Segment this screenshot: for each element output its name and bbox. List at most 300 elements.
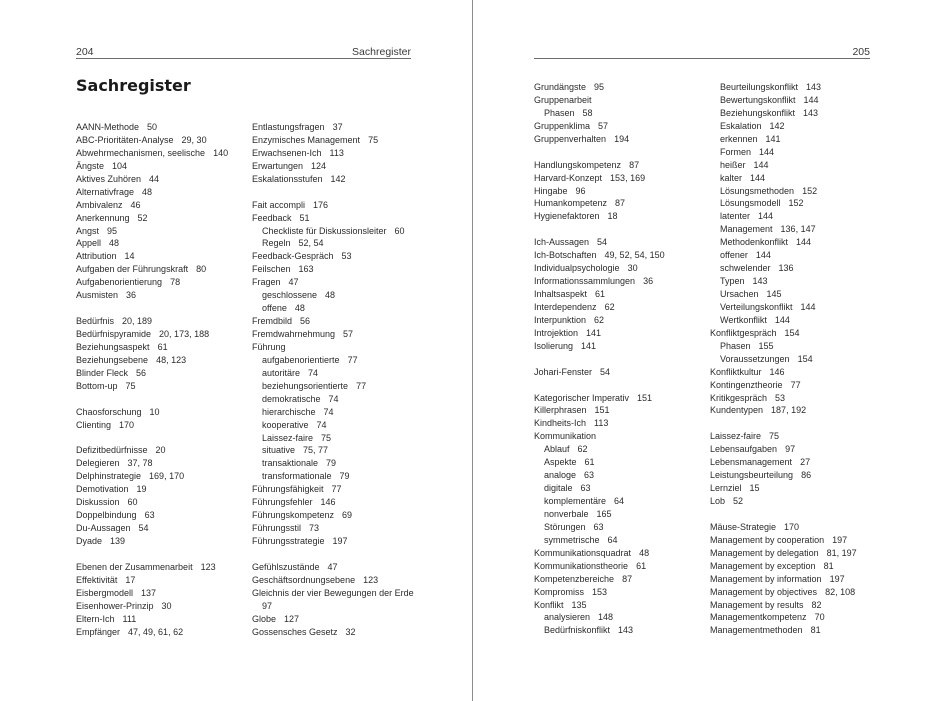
index-page-numbers: 60	[394, 225, 405, 236]
index-page-numbers: 37, 78	[127, 458, 153, 469]
index-page-numbers: 127	[284, 613, 300, 624]
index-term: Aktives Zuhören	[76, 173, 142, 184]
running-head: Sachregister	[352, 46, 411, 58]
page-title: Sachregister	[76, 76, 191, 95]
index-entry	[252, 535, 414, 548]
index-entry	[76, 483, 228, 496]
index-term: Individualpsychologie	[534, 263, 620, 274]
index-term: Diskussion	[76, 497, 120, 508]
index-term: Phasen	[720, 340, 751, 351]
index-entry	[710, 430, 857, 443]
index-subentry	[252, 289, 414, 302]
index-term: Lösungsmethoden	[720, 185, 795, 196]
index-term: offener	[720, 250, 748, 261]
index-page-numbers: 141	[765, 133, 781, 144]
index-page-numbers: 154	[784, 327, 800, 338]
index-entry	[534, 94, 665, 107]
index-term: Management by objectives	[710, 586, 818, 597]
index-page-numbers: 46	[130, 199, 141, 210]
index-page-numbers: 144	[796, 237, 812, 248]
index-term: Lob	[710, 496, 726, 506]
index-entry	[76, 263, 228, 276]
index-term: Management	[720, 224, 773, 235]
index-spacer	[76, 548, 228, 561]
index-subentry	[710, 185, 857, 198]
index-term: Checkliste für Diskussionsleiter	[262, 225, 387, 236]
index-entry	[76, 341, 228, 354]
index-term: Empfänger	[76, 626, 121, 637]
index-entry	[710, 611, 857, 624]
index-page-numbers: 20	[155, 445, 166, 456]
index-page-numbers: 146	[769, 366, 785, 377]
index-term: Delegieren	[76, 458, 120, 469]
index-subentry	[710, 353, 857, 366]
index-term: Erwachsenen-Ich	[252, 147, 322, 158]
index-spacer	[710, 417, 857, 430]
index-page-numbers: 135	[571, 599, 587, 610]
index-entry	[76, 328, 228, 341]
index-entry	[252, 147, 414, 160]
index-page-numbers: 62	[594, 314, 605, 325]
index-entry	[534, 172, 665, 185]
index-entry	[534, 133, 665, 146]
index-term: Aspekte	[544, 457, 577, 468]
index-entry	[76, 496, 228, 509]
index-term: Kundentypen	[710, 405, 764, 416]
index-page-numbers: 151	[637, 392, 653, 403]
index-entry	[710, 534, 857, 547]
index-subentry	[252, 225, 414, 238]
index-page-numbers: 139	[110, 536, 126, 546]
index-entry	[76, 470, 228, 483]
index-term: Kompromiss	[534, 586, 585, 597]
index-term: Lebensmanagement	[710, 457, 793, 468]
index-entry	[534, 159, 665, 172]
index-term: Ängste	[76, 160, 105, 171]
index-term: aufgabenorientierte	[262, 354, 340, 365]
index-page-numbers: 145	[766, 289, 782, 299]
index-page-numbers: 95	[594, 82, 605, 92]
index-subentry	[252, 237, 414, 250]
index-term: Abwehrmechanismen, seelische	[76, 147, 206, 158]
right-page-number: 205	[852, 46, 870, 58]
index-subentry	[534, 534, 665, 547]
index-subentry	[710, 275, 857, 288]
index-page-numbers: 19	[136, 484, 147, 495]
index-page-numbers: 82	[811, 599, 822, 610]
index-entry	[534, 314, 665, 327]
index-page-numbers: 144	[800, 301, 816, 312]
index-entry	[76, 587, 228, 600]
index-entry	[252, 587, 414, 600]
index-spacer	[534, 353, 665, 366]
index-term: schwelender	[720, 263, 771, 274]
index-entry	[76, 160, 228, 173]
index-entry	[252, 134, 414, 147]
index-term: Gruppenverhalten	[534, 133, 607, 144]
index-term: Bottom-up	[76, 380, 118, 391]
index-page-numbers: 87	[615, 198, 626, 209]
index-page-numbers: 64	[614, 496, 625, 506]
index-page-numbers: 73	[309, 523, 320, 534]
index-page-numbers: 74	[328, 393, 339, 404]
index-entry	[534, 210, 665, 223]
index-term: Ebenen der Zusammenarbeit	[76, 561, 193, 572]
index-page-numbers: 63	[593, 521, 604, 532]
index-page-numbers: 61	[157, 341, 168, 352]
index-term: Voraussetzungen	[720, 353, 790, 364]
index-page-numbers: 143	[752, 276, 768, 287]
index-entry	[252, 509, 414, 522]
index-page-numbers: 69	[342, 510, 353, 521]
index-term: Hygienefaktoren	[534, 211, 600, 222]
index-entry	[710, 521, 857, 534]
index-page-numbers: 123	[200, 561, 216, 572]
index-subentry	[252, 600, 414, 613]
index-term: ABC-Prioritäten-Analyse	[76, 134, 174, 145]
index-term: Harvard-Konzept	[534, 172, 603, 183]
index-page-numbers: 48	[294, 303, 305, 314]
index-term: transformationale	[262, 471, 332, 482]
index-page-numbers: 29, 30	[181, 134, 207, 145]
index-page-numbers: 75	[321, 432, 332, 443]
index-entry	[76, 613, 228, 626]
index-entry	[534, 81, 665, 94]
index-subentry	[252, 380, 414, 393]
index-term: Enzymisches Management	[252, 134, 361, 145]
index-term: Entlastungsfragen	[252, 122, 325, 132]
index-subentry	[710, 120, 857, 133]
index-entry	[534, 430, 665, 443]
index-subentry	[534, 469, 665, 482]
index-page-numbers: 170	[784, 521, 800, 532]
index-page-numbers: 194	[614, 133, 630, 144]
index-page-numbers: 151	[594, 405, 610, 416]
index-page-numbers: 197	[332, 536, 348, 546]
index-subentry	[252, 444, 414, 457]
index-spacer	[252, 548, 414, 561]
index-entry	[76, 561, 228, 574]
index-page-numbers: 144	[753, 159, 769, 170]
index-entry	[76, 626, 228, 639]
index-page-numbers: 140	[213, 147, 229, 158]
index-term: Fremdwahrnehmung	[252, 329, 336, 339]
index-subentry	[534, 443, 665, 456]
index-page-numbers: 74	[316, 419, 327, 430]
index-term: hierarchische	[262, 406, 316, 417]
index-term: Feilschen	[252, 264, 291, 275]
index-page-numbers: 144	[755, 250, 771, 261]
index-term: komplementäre	[544, 496, 607, 506]
index-term: Ich-Aussagen	[534, 237, 590, 248]
index-term: Humankompetenz	[534, 198, 608, 209]
index-term: Effektivität	[76, 574, 118, 585]
index-entry	[76, 600, 228, 613]
index-term: Fragen	[252, 277, 281, 288]
index-term: Methodenkonflikt	[720, 237, 789, 248]
index-page-numbers: 78	[170, 277, 181, 288]
index-entry	[252, 626, 414, 639]
index-subentry	[252, 393, 414, 406]
index-page-numbers: 36	[643, 276, 654, 287]
index-page-numbers: 113	[594, 418, 609, 429]
index-page-numbers: 152	[788, 198, 804, 209]
index-spacer	[534, 379, 665, 392]
index-page-numbers: 61	[584, 457, 595, 468]
index-term: Leistungsbeurteilung	[710, 470, 794, 481]
index-page-numbers: 47	[327, 561, 338, 572]
index-spacer	[76, 432, 228, 445]
index-page-numbers: 60	[127, 497, 138, 508]
index-entry	[534, 249, 665, 262]
index-term: Beziehungsaspekt	[76, 341, 150, 352]
index-column-4	[710, 81, 857, 637]
index-page-numbers: 63	[144, 510, 155, 521]
index-page-numbers: 58	[582, 107, 593, 118]
index-term: Aufgaben der Führungskraft	[76, 264, 189, 275]
index-term: Doppelbindung	[76, 510, 137, 521]
index-page-numbers: 63	[580, 483, 591, 494]
index-entry	[252, 574, 414, 587]
index-term: digitale	[544, 483, 573, 494]
index-entry	[534, 417, 665, 430]
index-page-numbers: 47	[288, 277, 299, 288]
index-entry	[76, 276, 228, 289]
index-term: Geschäftsordnungsebene	[252, 574, 356, 585]
index-term: Dyade	[76, 536, 103, 546]
index-entry	[76, 289, 228, 302]
index-page-numbers: 142	[330, 173, 346, 184]
index-subentry	[710, 81, 857, 94]
index-term: Grundängste	[534, 82, 587, 92]
index-entry	[76, 147, 228, 160]
index-term: Lebensaufgaben	[710, 444, 778, 455]
index-page-numbers: 155	[758, 340, 774, 351]
index-term: erkennen	[720, 133, 758, 144]
index-entry	[534, 573, 665, 586]
index-entry	[710, 392, 857, 405]
index-term: situative	[262, 445, 296, 456]
index-entry	[76, 225, 228, 238]
index-page-numbers: 61	[595, 289, 606, 299]
index-term: geschlossene	[262, 290, 318, 301]
index-term: Management by delegation	[710, 547, 819, 558]
index-page-numbers: 48	[639, 547, 650, 558]
index-entry	[534, 301, 665, 314]
index-entry	[76, 509, 228, 522]
index-subentry	[710, 172, 857, 185]
index-term: Managementmethoden	[710, 625, 803, 636]
index-subentry	[710, 249, 857, 262]
index-term: Feedback	[252, 212, 292, 223]
index-entry	[534, 547, 665, 560]
index-page-numbers: 63	[584, 470, 595, 481]
index-term: Mäuse-Strategie	[710, 521, 777, 532]
index-term: Globe	[252, 613, 277, 624]
index-subentry	[534, 482, 665, 495]
index-term: Führungsstrategie	[252, 536, 325, 546]
index-entry	[76, 380, 228, 393]
index-entry	[534, 599, 665, 612]
index-page-numbers: 154	[797, 353, 813, 364]
index-term: analysieren	[544, 612, 591, 623]
index-term: Eisenhower-Prinzip	[76, 600, 154, 611]
index-term: Killerphrasen	[534, 405, 587, 416]
index-entry	[534, 340, 665, 353]
index-term: offene	[262, 303, 287, 314]
index-page-numbers: 144	[774, 314, 790, 325]
index-entry	[252, 121, 414, 134]
index-term: Fait accompli	[252, 199, 306, 210]
index-page-numbers: 49, 52, 54, 150	[604, 250, 665, 261]
index-term: kalter	[720, 172, 743, 183]
index-page-numbers: 64	[607, 534, 618, 545]
index-entry	[76, 212, 228, 225]
index-term: Attribution	[76, 251, 117, 262]
index-term: Du-Aussagen	[76, 523, 131, 534]
index-term: Interdependenz	[534, 301, 597, 312]
index-page-numbers: 74	[308, 367, 319, 378]
index-entry	[252, 561, 414, 574]
index-entry	[76, 186, 228, 199]
index-page-numbers: 57	[598, 120, 609, 131]
index-term: Typen	[720, 276, 745, 287]
index-page-numbers: 187, 192	[771, 405, 807, 416]
index-term: Führungsfähigkeit	[252, 484, 324, 495]
index-entry	[534, 392, 665, 405]
index-entry	[252, 328, 414, 341]
index-subentry	[710, 197, 857, 210]
index-subentry	[710, 223, 857, 236]
index-entry	[76, 419, 228, 432]
index-subentry	[534, 495, 665, 508]
index-page-numbers: 136	[778, 263, 794, 274]
index-page-numbers: 165	[596, 508, 612, 519]
index-page-numbers: 57	[343, 329, 354, 339]
index-subentry	[710, 236, 857, 249]
index-term: Gruppenarbeit	[534, 94, 592, 105]
index-page-numbers: 146	[320, 497, 336, 508]
index-term: Lösungsmodell	[720, 198, 781, 209]
index-term: Konfliktkultur	[710, 366, 762, 377]
index-term: kooperative	[262, 419, 309, 430]
index-entry	[710, 379, 857, 392]
index-page-numbers: 81	[823, 560, 834, 571]
index-entry	[710, 599, 857, 612]
index-entry	[76, 406, 228, 419]
index-entry	[252, 522, 414, 535]
index-term: AANN-Methode	[76, 122, 140, 132]
index-term: Gefühlszustände	[252, 561, 320, 572]
index-page-numbers: 148	[598, 612, 614, 623]
index-entry	[76, 444, 228, 457]
index-page-numbers: 47, 49, 61, 62	[128, 626, 184, 637]
index-term: symmetrische	[544, 534, 600, 545]
index-term: Lernziel	[710, 483, 742, 494]
index-term: demokratische	[262, 393, 321, 404]
index-entry	[252, 199, 414, 212]
index-page-numbers: 14	[124, 251, 135, 262]
index-subentry	[252, 302, 414, 315]
index-page-numbers: 54	[597, 237, 608, 248]
index-page-numbers: 142	[769, 120, 785, 131]
index-page-numbers: 18	[607, 211, 618, 222]
index-term: Aufgabenorientierung	[76, 277, 163, 288]
index-term: Angst	[76, 225, 100, 236]
index-entry	[252, 173, 414, 186]
index-page-numbers: 48	[325, 290, 336, 301]
index-page-numbers: 48	[109, 238, 120, 249]
index-page-numbers: 52	[137, 212, 148, 223]
index-term: Management by cooperation	[710, 534, 825, 545]
index-page-numbers: 144	[759, 146, 775, 157]
index-entry	[252, 483, 414, 496]
index-page-numbers: 104	[112, 160, 128, 171]
index-term: autoritäre	[262, 367, 301, 378]
index-page-numbers: 51	[299, 212, 310, 223]
index-subentry	[252, 457, 414, 470]
index-entry	[710, 456, 857, 469]
index-subentry	[710, 288, 857, 301]
left-page	[0, 0, 472, 701]
index-page-numbers: 54	[138, 523, 149, 534]
index-term: Handlungskompetenz	[534, 159, 622, 170]
index-entry	[710, 469, 857, 482]
index-page-numbers: 77	[356, 380, 367, 391]
index-term: Störungen	[544, 521, 586, 532]
index-page-numbers: 48	[142, 186, 153, 197]
index-entry	[534, 197, 665, 210]
index-subentry	[534, 456, 665, 469]
index-page-numbers: 82, 108	[825, 586, 856, 597]
index-term: Blinder Fleck	[76, 367, 129, 378]
index-term: Regeln	[262, 238, 291, 249]
index-page-numbers: 77	[790, 379, 801, 390]
index-column-3	[534, 81, 665, 637]
index-term: Führungskompetenz	[252, 510, 335, 521]
index-term: Gruppenklima	[534, 120, 591, 131]
index-page-numbers: 141	[581, 340, 597, 351]
index-entry	[534, 275, 665, 288]
index-term: Gleichnis der vier Bewegungen der Erde	[252, 587, 414, 598]
index-page-numbers: 197	[832, 534, 848, 545]
index-entry	[76, 315, 228, 328]
left-page-number: 204	[76, 46, 94, 58]
index-page-numbers: 95	[107, 225, 118, 236]
index-subentry	[534, 611, 665, 624]
index-term: Kontingenztheorie	[710, 379, 783, 390]
index-page-numbers: 62	[577, 444, 588, 455]
index-page-numbers: 137	[141, 587, 157, 598]
index-page-numbers: 20, 173, 188	[159, 329, 210, 339]
index-page-numbers: 170	[119, 419, 135, 430]
header-rule	[76, 58, 411, 59]
index-entry	[534, 288, 665, 301]
index-term: Bewertungskonflikt	[720, 94, 796, 105]
index-term: Kommunikation	[534, 431, 597, 442]
index-entry	[710, 404, 857, 417]
index-entry	[76, 457, 228, 470]
index-term: Alternativfrage	[76, 186, 135, 197]
index-page-numbers: 144	[803, 94, 819, 105]
index-subentry	[710, 94, 857, 107]
index-page-numbers: 15	[749, 483, 760, 494]
index-term: Kommunikationstheorie	[534, 560, 629, 571]
index-term: Wertkonflikt	[720, 314, 767, 325]
index-entry	[76, 121, 228, 134]
index-entry	[76, 535, 228, 548]
index-term: Phasen	[544, 107, 575, 118]
